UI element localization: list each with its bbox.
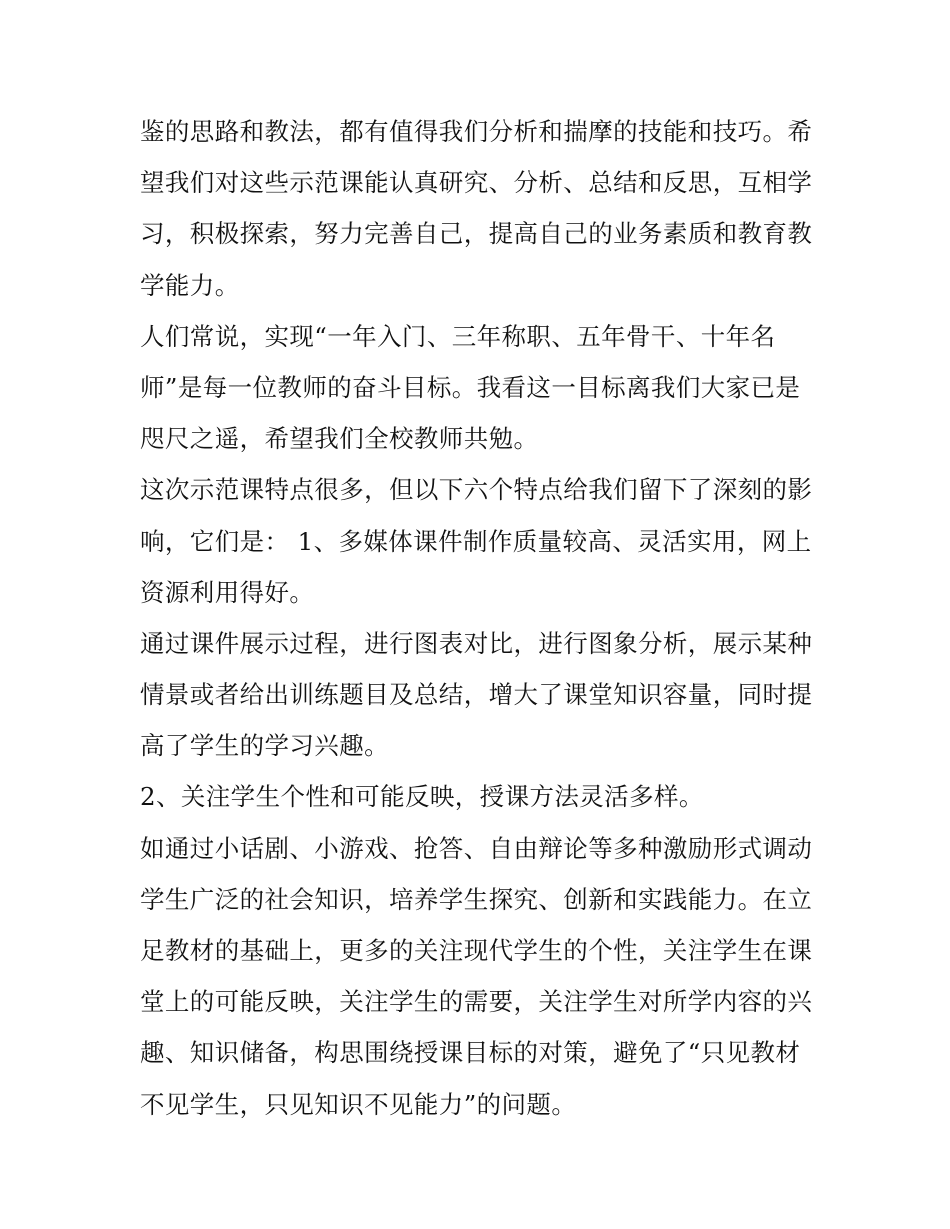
text-line: 习，积极探索，努力完善自己，提高自己的业务素质和教育教 [140,219,813,249]
text-line: 学生广泛的社会知识，培养学生探究、创新和实践能力。在立 [140,884,813,914]
text-line: 学能力。 [140,270,240,300]
text-line: 这次示范课特点很多，但以下六个特点给我们留下了深刻的影 [140,475,813,505]
document-body [140,106,816,1130]
text-line: 2、关注学生个性和可能反映，授课方法灵活多样。 [140,782,704,812]
text-line: 情景或者给出训练题目及总结，增大了课堂知识容量，同时提 [140,680,813,710]
text-line: 师”是每一位教师的奋斗目标。我看这一目标离我们大家已是 [140,372,801,402]
text-line: 不见学生，只见知识不见能力”的问题。 [140,1089,577,1119]
text-line: 咫尺之遥，希望我们全校教师共勉。 [140,424,539,454]
text-line: 堂上的可能反映，关注学生的需要，关注学生对所学内容的兴 [140,987,813,1017]
text-line: 通过课件展示过程，进行图表对比，进行图象分析，展示某种 [140,628,813,658]
text-line: 足教材的基础上，更多的关注现代学生的个性，关注学生在课 [140,936,813,965]
text-line: 如通过小话剧、小游戏、抢答、自由辩论等多种激励形式调动 [140,833,813,863]
text-line: 高了学生的学习兴趣。 [140,731,389,761]
text-line: 响，它们是： 1、多媒体课件制作质量较高、灵活实用，网上 [140,526,812,556]
text-line: 望我们对这些示范课能认真研究、分析、总结和反思，互相学 [140,168,813,198]
text-line: 资源利用得好。 [140,577,315,607]
text-line: 人们常说，实现“一年入门、三年称职、五年骨干、十年名 [140,321,776,351]
text-line: 鉴的思路和教法，都有值得我们分析和揣摩的技能和技巧。希 [140,117,813,146]
text-line: 趣、知识储备，构思围绕授课目标的对策，避免了“只见教材 [140,1038,801,1068]
